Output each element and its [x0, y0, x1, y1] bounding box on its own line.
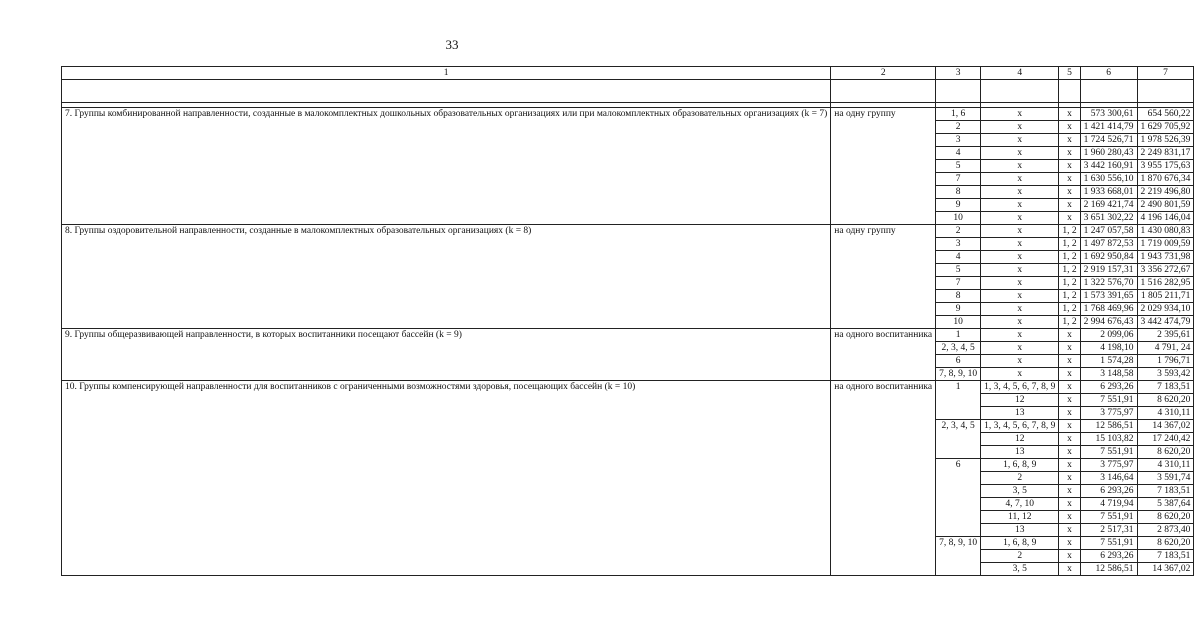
value-cell-7: 7 183,51 — [1137, 381, 1194, 394]
column-5-cell: 1, 2 — [1059, 238, 1080, 251]
age-group-cell: 7, 8, 9, 10 — [936, 368, 981, 381]
column-4-cell: 3, 5 — [981, 485, 1059, 498]
column-5-cell: 1, 2 — [1059, 277, 1080, 290]
value-cell-6: 3 148,58 — [1080, 368, 1137, 381]
column-5-cell: x — [1059, 160, 1080, 173]
column-5-cell: x — [1059, 108, 1080, 121]
value-cell-7: 8 620,20 — [1137, 446, 1194, 459]
age-group-cell: 10 — [936, 212, 981, 225]
column-5-cell: x — [1059, 212, 1080, 225]
column-4-cell: x — [981, 368, 1059, 381]
value-cell-6: 1 574,28 — [1080, 355, 1137, 368]
value-cell-6: 2 099,06 — [1080, 329, 1137, 342]
column-5-cell: x — [1059, 420, 1080, 433]
column-4-cell: x — [981, 212, 1059, 225]
value-cell-6: 1 247 057,58 — [1080, 225, 1137, 238]
value-cell-7: 14 367,02 — [1137, 420, 1194, 433]
value-cell-6: 2 919 157,31 — [1080, 264, 1137, 277]
column-4-cell: x — [981, 134, 1059, 147]
table-row — [62, 108, 1194, 121]
column-4-cell: 13 — [981, 524, 1059, 537]
value-cell-6: 7 551,91 — [1080, 537, 1137, 550]
tariff-table — [61, 66, 1194, 576]
column-4-cell: 1, 3, 4, 5, 6, 7, 8, 9 — [981, 420, 1059, 433]
empty-cell — [1137, 80, 1194, 103]
column-header: 7 — [1137, 67, 1194, 80]
value-cell-6: 1 960 280,43 — [1080, 147, 1137, 160]
age-group-cell: 10 — [936, 316, 981, 329]
age-group-cell: 9 — [936, 303, 981, 316]
age-group-cell: 6 — [936, 459, 981, 537]
value-cell-7: 3 593,42 — [1137, 368, 1194, 381]
column-4-cell: x — [981, 329, 1059, 342]
column-5-cell: x — [1059, 199, 1080, 212]
value-cell-7: 1 805 211,71 — [1137, 290, 1194, 303]
value-cell-6: 12 586,51 — [1080, 420, 1137, 433]
value-cell-7: 14 367,02 — [1137, 563, 1194, 576]
value-cell-6: 3 775,97 — [1080, 459, 1137, 472]
column-5-cell: x — [1059, 511, 1080, 524]
value-cell-6: 12 586,51 — [1080, 563, 1137, 576]
column-4-cell: 13 — [981, 407, 1059, 420]
value-cell-7: 1 516 282,95 — [1137, 277, 1194, 290]
age-group-cell: 5 — [936, 264, 981, 277]
column-4-cell: x — [981, 264, 1059, 277]
column-4-cell: x — [981, 355, 1059, 368]
column-4-cell: x — [981, 277, 1059, 290]
age-group-cell: 7 — [936, 277, 981, 290]
column-4-cell: x — [981, 303, 1059, 316]
value-cell-6: 1 421 414,79 — [1080, 121, 1137, 134]
value-cell-7: 4 310,11 — [1137, 407, 1194, 420]
value-cell-6: 1 630 556,10 — [1080, 173, 1137, 186]
column-5-cell: x — [1059, 459, 1080, 472]
value-cell-6: 573 300,61 — [1080, 108, 1137, 121]
column-5-cell: x — [1059, 381, 1080, 394]
age-group-cell: 8 — [936, 290, 981, 303]
value-cell-7: 3 356 272,67 — [1137, 264, 1194, 277]
age-group-cell: 7 — [936, 173, 981, 186]
age-group-cell: 3 — [936, 134, 981, 147]
empty-cell — [1059, 80, 1080, 103]
column-5-cell: 1, 2 — [1059, 264, 1080, 277]
age-group-cell: 2 — [936, 121, 981, 134]
column-5-cell: x — [1059, 355, 1080, 368]
age-group-cell: 3 — [936, 238, 981, 251]
column-4-cell: x — [981, 147, 1059, 160]
column-4-cell: 11, 12 — [981, 511, 1059, 524]
group-name-cell: 8. Группы оздоровительной направленности, созданные в малокомплектных образовательных организациях (k = 8) — [62, 225, 831, 329]
column-5-cell: x — [1059, 329, 1080, 342]
table-row — [62, 381, 1194, 394]
table-row — [62, 225, 1194, 238]
column-4-cell: 2 — [981, 550, 1059, 563]
unit-cell: на одну группу — [831, 108, 936, 225]
value-cell-7: 1 430 080,83 — [1137, 225, 1194, 238]
column-4-cell: x — [981, 108, 1059, 121]
blank-row — [62, 80, 1194, 103]
header-row — [62, 67, 1194, 80]
column-5-cell: x — [1059, 498, 1080, 511]
column-5-cell: x — [1059, 550, 1080, 563]
column-4-cell: x — [981, 238, 1059, 251]
value-cell-6: 1 933 668,01 — [1080, 186, 1137, 199]
value-cell-6: 1 573 391,65 — [1080, 290, 1137, 303]
value-cell-7: 1 943 731,98 — [1137, 251, 1194, 264]
group-name-cell: 10. Группы компенсирующей направленности для воспитанников с ограниченными возможностями здоровья, посещающих бассейн (k = 10) — [62, 381, 831, 576]
age-group-cell: 8 — [936, 186, 981, 199]
group-name-cell: 9. Группы общеразвивающей направленности, в которых воспитанники посещают бассейн (k = 9) — [62, 329, 831, 381]
column-4-cell: 4, 7, 10 — [981, 498, 1059, 511]
column-header: 3 — [936, 67, 981, 80]
value-cell-6: 3 775,97 — [1080, 407, 1137, 420]
age-group-cell: 1 — [936, 329, 981, 342]
value-cell-7: 17 240,42 — [1137, 433, 1194, 446]
empty-cell — [62, 80, 831, 103]
age-group-cell: 2, 3, 4, 5 — [936, 420, 981, 459]
column-4-cell: x — [981, 199, 1059, 212]
value-cell-7: 5 387,64 — [1137, 498, 1194, 511]
value-cell-7: 7 183,51 — [1137, 485, 1194, 498]
column-4-cell: 1, 6, 8, 9 — [981, 459, 1059, 472]
column-5-cell: x — [1059, 537, 1080, 550]
value-cell-6: 6 293,26 — [1080, 550, 1137, 563]
column-4-cell: x — [981, 342, 1059, 355]
column-4-cell: 12 — [981, 433, 1059, 446]
column-5-cell: x — [1059, 563, 1080, 576]
value-cell-7: 8 620,20 — [1137, 394, 1194, 407]
value-cell-6: 1 497 872,53 — [1080, 238, 1137, 251]
empty-cell — [831, 80, 936, 103]
value-cell-6: 6 293,26 — [1080, 485, 1137, 498]
value-cell-7: 2 249 831,17 — [1137, 147, 1194, 160]
value-cell-6: 2 517,31 — [1080, 524, 1137, 537]
value-cell-7: 3 955 175,63 — [1137, 160, 1194, 173]
column-4-cell: 1, 3, 4, 5, 6, 7, 8, 9 — [981, 381, 1059, 394]
age-group-cell: 2, 3, 4, 5 — [936, 342, 981, 355]
value-cell-7: 2 490 801,59 — [1137, 199, 1194, 212]
unit-cell: на одну группу — [831, 225, 936, 329]
column-5-cell: x — [1059, 472, 1080, 485]
column-4-cell: x — [981, 225, 1059, 238]
value-cell-7: 2 395,61 — [1137, 329, 1194, 342]
value-cell-7: 4 791, 24 — [1137, 342, 1194, 355]
column-5-cell: x — [1059, 121, 1080, 134]
column-4-cell: x — [981, 160, 1059, 173]
value-cell-7: 2 029 934,10 — [1137, 303, 1194, 316]
value-cell-6: 2 994 676,43 — [1080, 316, 1137, 329]
value-cell-6: 1 692 950,84 — [1080, 251, 1137, 264]
age-group-cell: 1, 6 — [936, 108, 981, 121]
value-cell-6: 2 169 421,74 — [1080, 199, 1137, 212]
value-cell-7: 4 310,11 — [1137, 459, 1194, 472]
value-cell-6: 4 719,94 — [1080, 498, 1137, 511]
column-4-cell: x — [981, 173, 1059, 186]
table-row — [62, 329, 1194, 342]
column-5-cell: 1, 2 — [1059, 225, 1080, 238]
column-header: 2 — [831, 67, 936, 80]
value-cell-7: 654 560,22 — [1137, 108, 1194, 121]
value-cell-7: 3 591,74 — [1137, 472, 1194, 485]
value-cell-7: 3 442 474,79 — [1137, 316, 1194, 329]
column-4-cell: 13 — [981, 446, 1059, 459]
value-cell-6: 7 551,91 — [1080, 394, 1137, 407]
column-5-cell: x — [1059, 147, 1080, 160]
value-cell-6: 1 322 576,70 — [1080, 277, 1137, 290]
unit-cell: на одного воспитанника — [831, 329, 936, 381]
column-header: 6 — [1080, 67, 1137, 80]
value-cell-7: 1 629 705,92 — [1137, 121, 1194, 134]
age-group-cell: 4 — [936, 251, 981, 264]
value-cell-6: 4 198,10 — [1080, 342, 1137, 355]
group-name-cell: 7. Группы комбинированной направленности, созданные в малокомплектных дошкольных образовательных организациях или при малокомплектных образовательных организациях (k = 7) — [62, 108, 831, 225]
column-4-cell: 2 — [981, 472, 1059, 485]
column-5-cell: x — [1059, 485, 1080, 498]
age-group-cell: 5 — [936, 160, 981, 173]
value-cell-7: 2 219 496,80 — [1137, 186, 1194, 199]
value-cell-7: 1 870 676,34 — [1137, 173, 1194, 186]
empty-cell — [1080, 80, 1137, 103]
value-cell-6: 15 103,82 — [1080, 433, 1137, 446]
column-header: 4 — [981, 67, 1059, 80]
column-4-cell: 3, 5 — [981, 563, 1059, 576]
age-group-cell: 7, 8, 9, 10 — [936, 537, 981, 576]
column-5-cell: x — [1059, 342, 1080, 355]
age-group-cell: 1 — [936, 381, 981, 420]
column-4-cell: x — [981, 290, 1059, 303]
column-5-cell: 1, 2 — [1059, 303, 1080, 316]
value-cell-7: 1 719 009,59 — [1137, 238, 1194, 251]
column-5-cell: 1, 2 — [1059, 316, 1080, 329]
column-5-cell: x — [1059, 394, 1080, 407]
column-5-cell: x — [1059, 134, 1080, 147]
empty-cell — [981, 80, 1059, 103]
value-cell-6: 1 768 469,96 — [1080, 303, 1137, 316]
column-5-cell: x — [1059, 524, 1080, 537]
value-cell-7: 4 196 146,04 — [1137, 212, 1194, 225]
column-5-cell: 1, 2 — [1059, 290, 1080, 303]
value-cell-6: 7 551,91 — [1080, 511, 1137, 524]
column-4-cell: 1, 6, 8, 9 — [981, 537, 1059, 550]
value-cell-7: 7 183,51 — [1137, 550, 1194, 563]
column-5-cell: x — [1059, 433, 1080, 446]
age-group-cell: 9 — [936, 199, 981, 212]
value-cell-6: 3 442 160,91 — [1080, 160, 1137, 173]
value-cell-6: 6 293,26 — [1080, 381, 1137, 394]
column-header: 5 — [1059, 67, 1080, 80]
column-5-cell: x — [1059, 173, 1080, 186]
age-group-cell: 6 — [936, 355, 981, 368]
table-body — [62, 67, 1194, 576]
age-group-cell: 4 — [936, 147, 981, 160]
empty-cell — [936, 80, 981, 103]
unit-cell: на одного воспитанника — [831, 381, 936, 576]
column-5-cell: 1, 2 — [1059, 251, 1080, 264]
column-5-cell: x — [1059, 186, 1080, 199]
column-4-cell: x — [981, 186, 1059, 199]
value-cell-7: 1 796,71 — [1137, 355, 1194, 368]
column-5-cell: x — [1059, 446, 1080, 459]
column-4-cell: x — [981, 316, 1059, 329]
column-4-cell: x — [981, 251, 1059, 264]
column-5-cell: x — [1059, 368, 1080, 381]
value-cell-6: 3 651 302,22 — [1080, 212, 1137, 225]
value-cell-7: 1 978 526,39 — [1137, 134, 1194, 147]
page-number: 33 — [445, 37, 459, 52]
value-cell-6: 1 724 526,71 — [1080, 134, 1137, 147]
value-cell-7: 2 873,40 — [1137, 524, 1194, 537]
value-cell-7: 8 620,20 — [1137, 511, 1194, 524]
column-4-cell: x — [981, 121, 1059, 134]
value-cell-7: 8 620,20 — [1137, 537, 1194, 550]
value-cell-6: 7 551,91 — [1080, 446, 1137, 459]
column-5-cell: x — [1059, 407, 1080, 420]
age-group-cell: 2 — [936, 225, 981, 238]
column-4-cell: 12 — [981, 394, 1059, 407]
column-header: 1 — [62, 67, 831, 80]
value-cell-6: 3 146,64 — [1080, 472, 1137, 485]
